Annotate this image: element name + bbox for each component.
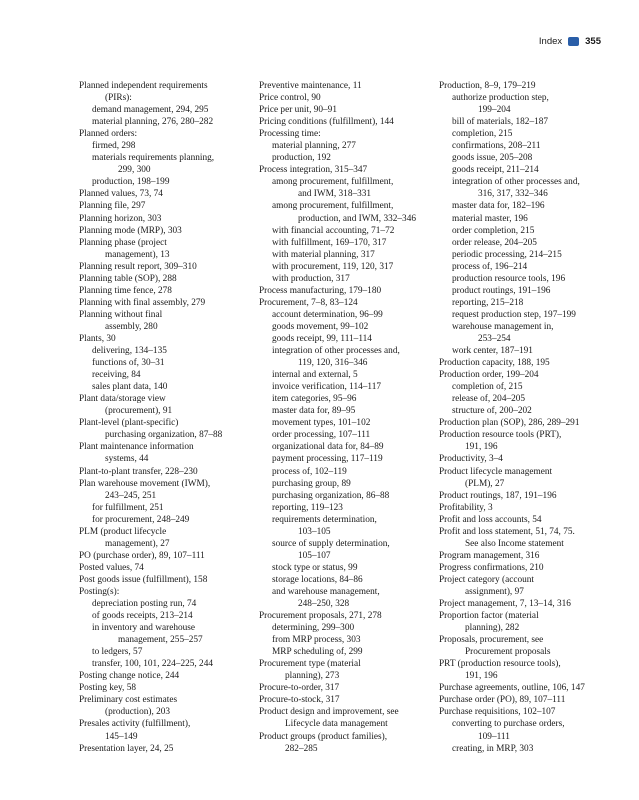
index-entry: Planned values, 73, 74 xyxy=(79,189,163,200)
index-entry: Planning mode (MRP), 303 xyxy=(79,225,182,236)
index-entry: Presales activity (fulfillment), xyxy=(79,719,191,730)
index-subentry: source of supply determination, xyxy=(272,538,390,549)
index-subentry: structure of, 200–202 xyxy=(452,406,532,417)
index-subentry: warehouse management in, xyxy=(452,321,554,332)
index-subentry: MRP scheduling of, 299 xyxy=(272,647,363,658)
index-entry: Planning without final xyxy=(79,309,163,320)
index-entry: Price per unit, 90–91 xyxy=(259,105,337,116)
running-header xyxy=(539,36,601,47)
index-continuation: management, 255–257 xyxy=(118,635,203,646)
index-subentry: order release, 204–205 xyxy=(452,237,537,248)
index-subentry: account determination, 96–99 xyxy=(272,309,383,320)
index-continuation: (production), 203 xyxy=(105,707,171,718)
index-column-2 xyxy=(259,80,434,755)
index-subentry: integration of other processes and, xyxy=(272,346,400,357)
index-subentry: organizational data for, 84–89 xyxy=(272,442,384,453)
index-subentry: for procurement, 248–249 xyxy=(92,514,190,525)
index-subentry: periodic processing, 214–215 xyxy=(452,249,562,260)
index-entry: Procure-to-order, 317 xyxy=(259,683,340,694)
index-subentry: demand management, 294, 295 xyxy=(92,105,209,116)
index-continuation: (procurement), 91 xyxy=(105,406,173,417)
index-entry: Product lifecycle management xyxy=(439,466,553,477)
index-continuation: management), 27 xyxy=(105,538,170,549)
index-entry: Presentation layer, 24, 25 xyxy=(79,743,174,754)
index-entry: Plant maintenance information xyxy=(79,442,194,453)
index-continuation: 199–204 xyxy=(478,105,511,116)
index-subentry: functions of, 30–31 xyxy=(92,358,165,369)
index-subentry: materials requirements planning, xyxy=(92,153,215,164)
index-continuation: Lifecycle data management xyxy=(285,719,388,730)
index-entry: Project category (account xyxy=(439,574,534,585)
index-continuation: production, and IWM, 332–346 xyxy=(298,213,416,224)
index-continuation: assembly, 280 xyxy=(105,321,158,332)
index-subentry: product routings, 191–196 xyxy=(452,285,551,296)
index-subentry: goods issue, 205–208 xyxy=(452,153,533,164)
index-entry: PRT (production resource tools), xyxy=(439,659,561,670)
index-subentry: with procurement, 119, 120, 317 xyxy=(272,261,394,272)
index-continuation: 109–111 xyxy=(478,731,510,742)
index-continuation: 103–105 xyxy=(298,526,331,537)
index-column-1 xyxy=(79,80,249,755)
index-subentry: authorize production step, xyxy=(452,93,549,104)
index-entry: Preliminary cost estimates xyxy=(79,695,178,706)
index-subentry: invoice verification, 114–117 xyxy=(272,382,382,393)
index-column-3 xyxy=(439,80,619,755)
index-subentry: storage locations, 84–86 xyxy=(272,574,363,585)
index-continuation: and IWM, 318–331 xyxy=(298,189,372,200)
index-subentry: process of, 102–119 xyxy=(272,466,347,477)
index-subentry: material planning, 276, 280–282 xyxy=(92,117,214,128)
index-entry: Planning table (SOP), 288 xyxy=(79,273,177,284)
index-entry: Production, 8–9, 179–219 xyxy=(439,81,536,91)
index-subentry: goods receipt, 99, 111–114 xyxy=(272,333,372,344)
index-subentry: and warehouse management, xyxy=(272,586,380,597)
index-entry: Planned independent requirements xyxy=(79,81,208,91)
section-title: Index xyxy=(538,36,563,47)
index-entry: Price control, 90 xyxy=(259,93,321,104)
index-entry: Profit and loss statement, 51, 74, 75. xyxy=(439,526,575,537)
index-continuation: 145–149 xyxy=(105,731,138,742)
index-continuation: 282–285 xyxy=(285,743,318,754)
index-subentry: purchasing group, 89 xyxy=(272,478,351,489)
index-subentry: with material planning, 317 xyxy=(272,249,375,260)
index-entry: Posting(s): xyxy=(79,586,120,597)
index-subentry: with financial accounting, 71–72 xyxy=(272,225,395,236)
index-entry: Process manufacturing, 179–180 xyxy=(259,285,382,296)
index-continuation: purchasing organization, 87–88 xyxy=(105,430,223,441)
index-entry: PO (purchase order), 89, 107–111 xyxy=(79,550,205,561)
index-entry: Plant data/storage view xyxy=(79,394,166,405)
index-entry: Process integration, 315–347 xyxy=(259,165,368,176)
index-subentry: converting to purchase orders, xyxy=(452,719,565,730)
index-subentry: among procurement, fulfillment, xyxy=(272,201,394,212)
index-continuation: 191, 196 xyxy=(465,442,498,453)
index-subentry: process of, 196–214 xyxy=(452,261,528,272)
index-subentry: release of, 204–205 xyxy=(452,394,526,405)
index-subentry: reporting, 119–123 xyxy=(272,502,343,513)
index-entry: PLM (product lifecycle xyxy=(79,526,167,537)
index-entry: Planned orders: xyxy=(79,129,138,140)
index-subentry: depreciation posting run, 74 xyxy=(92,599,197,610)
index-subentry: order processing, 107–111 xyxy=(272,430,371,441)
index-subentry: goods movement, 99–102 xyxy=(272,321,369,332)
index-subentry: integration of other processes and, xyxy=(452,177,580,188)
index-subentry: among procurement, fulfillment, xyxy=(272,177,394,188)
index-entry: Processing time: xyxy=(259,129,321,140)
index-continuation: 119, 120, 316–346 xyxy=(298,358,368,369)
index-continuation: planning), 282 xyxy=(465,623,520,634)
index-entry: Posting change notice, 244 xyxy=(79,671,180,682)
index-subentry: requirements determination, xyxy=(272,514,377,525)
index-entry: Procurement proposals, 271, 278 xyxy=(259,611,382,622)
index-subentry: with production, 317 xyxy=(272,273,350,284)
index-entry: Preventive maintenance, 11 xyxy=(259,81,362,91)
index-entry: Procurement, 7–8, 83–124 xyxy=(259,297,358,308)
index-subentry: transfer, 100, 101, 224–225, 244 xyxy=(92,659,213,670)
index-subentry: movement types, 101–102 xyxy=(272,418,371,429)
index-continuation: 243–245, 251 xyxy=(105,490,157,501)
index-entry: Product groups (product families), xyxy=(259,731,388,742)
index-entry: Posting key, 58 xyxy=(79,683,136,694)
index-subentry: sales plant data, 140 xyxy=(92,382,168,393)
index-subentry: master data for, 182–196 xyxy=(452,201,545,212)
index-subentry: work center, 187–191 xyxy=(452,346,533,357)
index-entry: Planning with final assembly, 279 xyxy=(79,297,206,308)
index-continuation: planning), 273 xyxy=(285,671,340,682)
index-entry: Production resource tools (PRT), xyxy=(439,430,562,441)
index-entry: Production order, 199–204 xyxy=(439,370,539,381)
index-entry: Planning file, 297 xyxy=(79,201,146,212)
index-subentry: in inventory and warehouse xyxy=(92,623,196,634)
index-subentry: to ledgers, 57 xyxy=(92,647,143,658)
index-entry: Purchase agreements, outline, 106, 147 xyxy=(439,683,585,694)
index-entry: Project management, 7, 13–14, 316 xyxy=(439,599,571,610)
index-subentry: production, 192 xyxy=(272,153,331,164)
index-subentry: firmed, 298 xyxy=(92,141,136,152)
index-entry: Procurement type (material xyxy=(259,659,361,670)
index-subentry: material master, 196 xyxy=(452,213,528,224)
index-continuation: See also Income statement xyxy=(465,538,564,549)
index-subentry: creating, in MRP, 303 xyxy=(452,743,534,754)
index-subentry: production resource tools, 196 xyxy=(452,273,566,284)
index-subentry: of goods receipts, 213–214 xyxy=(92,611,193,622)
index-entry: Planning time fence, 278 xyxy=(79,285,172,296)
index-continuation: (PLM), 27 xyxy=(465,478,505,489)
index-subentry: internal and external, 5 xyxy=(272,370,358,381)
index-subentry: material planning, 277 xyxy=(272,141,356,152)
index-subentry: from MRP process, 303 xyxy=(272,635,361,646)
index-continuation: 253–254 xyxy=(478,333,511,344)
index-entry: Profitability, 3 xyxy=(439,502,493,513)
index-subentry: payment processing, 117–119 xyxy=(272,454,383,465)
index-subentry: production, 198–199 xyxy=(92,177,170,188)
index-subentry: delivering, 134–135 xyxy=(92,346,167,357)
index-subentry: request production step, 197–199 xyxy=(452,309,576,320)
index-continuation: assignment), 97 xyxy=(465,586,524,597)
index-entry: Purchase order (PO), 89, 107–111 xyxy=(439,695,566,706)
index-entry: Product design and improvement, see xyxy=(259,707,399,718)
index-entry: Pricing conditions (fulfillment), 144 xyxy=(259,117,394,128)
index-entry: Profit and loss accounts, 54 xyxy=(439,514,542,525)
index-subentry: bill of materials, 182–187 xyxy=(452,117,549,128)
index-continuation: 105–107 xyxy=(298,550,331,561)
index-entry: Program management, 316 xyxy=(439,550,540,561)
index-continuation: 191, 196 xyxy=(465,671,498,682)
index-subentry: item categories, 95–96 xyxy=(272,394,357,405)
index-subentry: determining, 299–300 xyxy=(272,623,355,634)
index-entry: Proportion factor (material xyxy=(439,611,539,622)
index-continuation: 316, 317, 332–346 xyxy=(478,189,548,200)
index-subentry: with fulfillment, 169–170, 317 xyxy=(272,237,387,248)
index-entry: Posted values, 74 xyxy=(79,562,144,573)
index-subentry: goods receipt, 211–214 xyxy=(452,165,539,176)
index-entry: Proposals, procurement, see xyxy=(439,635,544,646)
index-subentry: receiving, 84 xyxy=(92,370,141,381)
index-continuation: 248–250, 328 xyxy=(298,599,350,610)
index-entry: Plant-to-plant transfer, 228–230 xyxy=(79,466,198,477)
index-subentry: master data for, 89–95 xyxy=(272,406,356,417)
index-entry: Planning result report, 309–310 xyxy=(79,261,197,272)
index-subentry: reporting, 215–218 xyxy=(452,297,524,308)
index-entry: Production capacity, 188, 195 xyxy=(439,358,550,369)
index-subentry: order completion, 215 xyxy=(452,225,535,236)
index-continuation: systems, 44 xyxy=(105,454,149,465)
index-entry: Plants, 30 xyxy=(79,333,116,344)
index-continuation: 299, 300 xyxy=(118,165,151,176)
index-subentry: completion, 215 xyxy=(452,129,513,140)
index-subentry: purchasing organization, 86–88 xyxy=(272,490,390,501)
index-entry: Productivity, 3–4 xyxy=(439,454,503,465)
index-entry: Plant-level (plant-specific) xyxy=(79,418,179,429)
index-entry: Planning horizon, 303 xyxy=(79,213,162,224)
index-continuation: Procurement proposals xyxy=(465,647,551,658)
index-subentry: completion of, 215 xyxy=(452,382,523,393)
index-entry: Post goods issue (fulfillment), 158 xyxy=(79,574,208,585)
index-entry: Procure-to-stock, 317 xyxy=(259,695,340,706)
index-subentry: stock type or status, 99 xyxy=(272,562,358,573)
index-entry: Plan warehouse movement (IWM), xyxy=(79,478,211,489)
index-subentry: confirmations, 208–211 xyxy=(452,141,541,152)
header-marker-icon xyxy=(568,37,579,46)
index-entry: Planning phase (project xyxy=(79,237,167,248)
index-entry: Purchase requisitions, 102–107 xyxy=(439,707,556,718)
index-entry: Product routings, 187, 191–196 xyxy=(439,490,557,501)
index-entry: Progress confirmations, 210 xyxy=(439,562,544,573)
index-continuation: management), 13 xyxy=(105,249,170,260)
index-continuation: (PIRs): xyxy=(105,93,132,104)
page-number: 355 xyxy=(585,36,601,47)
index-entry: Production plan (SOP), 286, 289–291 xyxy=(439,418,580,429)
index-subentry: for fulfillment, 251 xyxy=(92,502,164,513)
